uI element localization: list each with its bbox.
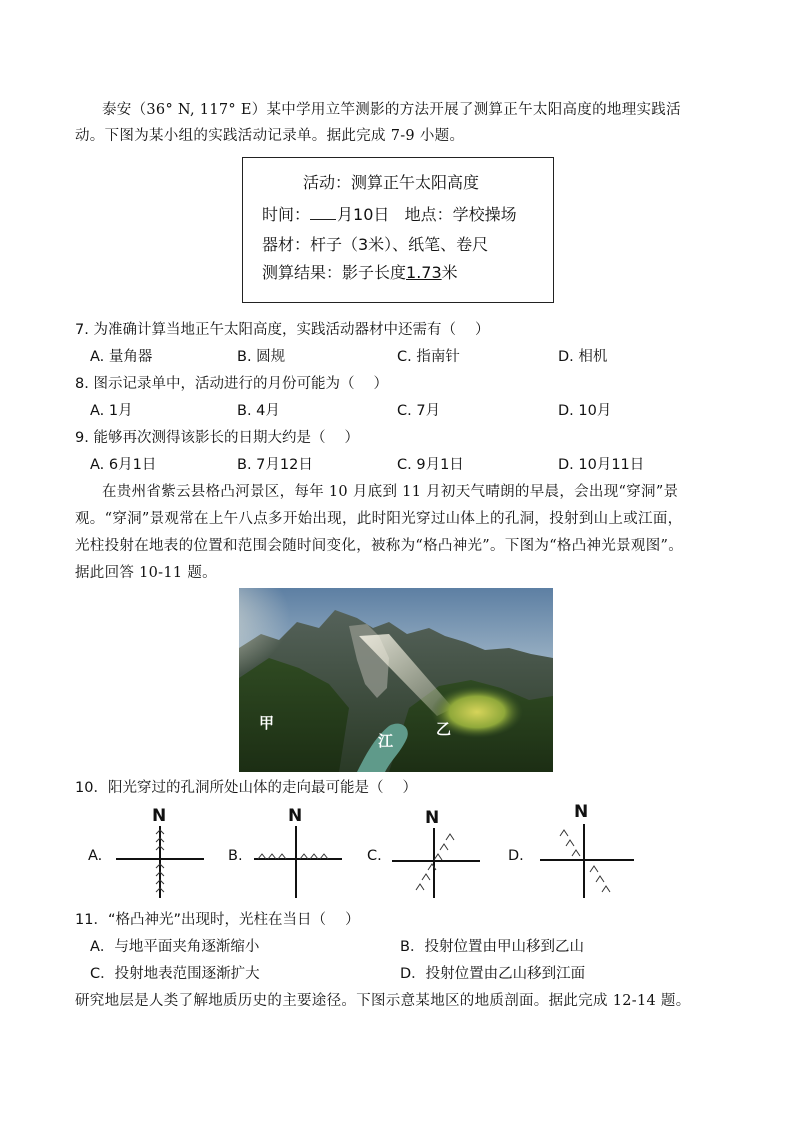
record-result-value: 1.73 bbox=[406, 263, 442, 282]
compass-option-c bbox=[390, 806, 484, 902]
question-9-option-b: B. 7月12日 bbox=[237, 457, 313, 473]
north-label-c: N bbox=[425, 808, 440, 828]
question-9-option-d: D. 10月11日 bbox=[558, 457, 645, 473]
getu-light-landscape-photo bbox=[239, 588, 553, 772]
intro-paragraph-2-line-1: 在贵州省紫云县格凸河景区，每年 10 月底到 11 月初天气晴朗的早晨，会出现“穿洞”景 bbox=[102, 484, 679, 500]
record-result bbox=[262, 262, 458, 284]
intro-paragraph-2-line-3: 光柱投射在地表的位置和范围会随时间变化，被称为“格凸神光”。下图为“格凸神光景观图”。 bbox=[75, 538, 684, 554]
question-7-option-a: A. 量角器 bbox=[90, 349, 153, 365]
compass-option-b bbox=[252, 806, 346, 902]
question-10-option-c-label: C. bbox=[367, 848, 382, 864]
record-result-label: 测算结果：影子长度 bbox=[262, 263, 407, 282]
question-11-option-b: B．投射位置由甲山移到乙山 bbox=[400, 939, 584, 955]
question-10-option-d-label: D. bbox=[508, 848, 524, 864]
question-11-stem: 11．“格凸神光”出现时，光柱在当日（ ） bbox=[75, 912, 360, 928]
question-9-option-a: A. 6月1日 bbox=[90, 457, 157, 473]
question-9-option-c: C. 9月1日 bbox=[397, 457, 464, 473]
compass-option-a bbox=[114, 806, 208, 902]
record-time-rest: 月10日 bbox=[337, 205, 390, 224]
activity-record-card bbox=[242, 157, 554, 303]
record-place: 地点：学校操场 bbox=[404, 205, 517, 224]
intro-paragraph-1-line-2: 动。下图为某小组的实践活动记录单。据此完成 7-9 小题。 bbox=[75, 128, 465, 144]
north-label-b: N bbox=[288, 806, 303, 826]
question-8-stem: 8. 图示记录单中，活动进行的月份可能为（ ） bbox=[75, 376, 389, 392]
question-8-option-a: A. 1月 bbox=[90, 403, 133, 419]
compass-option-d bbox=[538, 800, 638, 902]
question-11-option-c: C．投射地表范围逐渐扩大 bbox=[90, 966, 260, 982]
record-time-label: 时间： bbox=[262, 205, 311, 224]
question-10-option-a-label: A. bbox=[88, 848, 103, 864]
intro-paragraph-2-line-4: 据此回答 10-11 题。 bbox=[75, 565, 217, 581]
question-8-option-d: D. 10月 bbox=[558, 403, 612, 419]
record-result-unit: 米 bbox=[441, 263, 458, 282]
question-9-stem: 9. 能够再次测得该影长的日期大约是（ ） bbox=[75, 430, 360, 446]
intro-paragraph-1-line-1: 泰安（36° N, 117° E）某中学用立竿测影的方法开展了测算正午太阳高度的地理实践活 bbox=[102, 102, 681, 118]
north-label-a: N bbox=[152, 806, 167, 826]
record-card-title: 活动：测算正午太阳高度 bbox=[303, 173, 480, 192]
question-8-option-b: B. 4月 bbox=[237, 403, 280, 419]
record-card-time-place bbox=[262, 204, 517, 226]
question-11-option-a: A．与地平面夹角逐渐缩小 bbox=[90, 939, 260, 955]
question-10-option-b-label: B. bbox=[228, 848, 243, 864]
question-7-option-d: D. 相机 bbox=[558, 349, 608, 365]
intro-paragraph-3-line-1: 研究地层是人类了解地质历史的主要途径。下图示意某地区的地质剖面。据此完成 12-14 题。 bbox=[75, 993, 691, 1009]
intro-paragraph-2-line-2: 观。“穿洞”景观常在上午八点多开始出现，此时阳光穿过山体上的孔洞，投射到山上或江面， bbox=[75, 511, 683, 527]
question-7-stem: 7. 为准确计算当地正午太阳高度，实践活动器材中还需有（ ） bbox=[75, 322, 490, 338]
question-7-option-c: C. 指南针 bbox=[397, 349, 460, 365]
question-7-option-b: B. 圆规 bbox=[237, 349, 286, 365]
question-11-option-d: D．投射位置由乙山移到江面 bbox=[400, 966, 586, 982]
month-blank bbox=[310, 205, 336, 220]
north-label-d: N bbox=[574, 802, 589, 822]
record-equipment: 器材：杆子（3米）、纸笔、卷尺 bbox=[262, 235, 489, 254]
landscape-illustration bbox=[239, 588, 553, 772]
photo-label-jiang: 江 bbox=[378, 732, 394, 750]
question-8-option-c: C. 7月 bbox=[397, 403, 441, 419]
photo-label-jia: 甲 bbox=[259, 714, 275, 732]
question-10-stem: 10．阳光穿过的孔洞所处山体的走向最可能是（ ） bbox=[75, 780, 418, 796]
photo-label-yi: 乙 bbox=[436, 720, 452, 738]
